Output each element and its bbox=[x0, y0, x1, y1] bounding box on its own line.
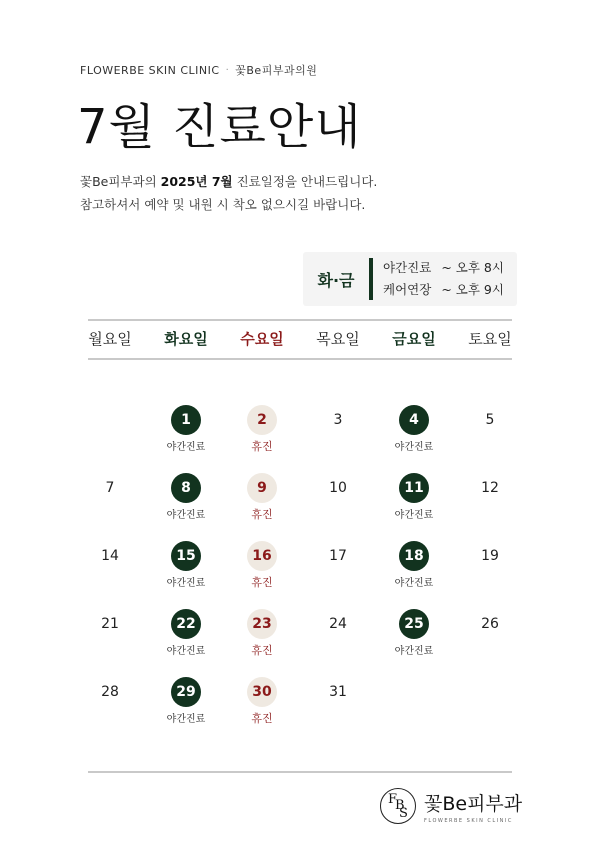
calendar-day-cell bbox=[376, 609, 452, 677]
intro-line-1 bbox=[80, 170, 377, 193]
weekday-mon: 월요일 bbox=[88, 330, 132, 348]
weekday-sat: 토요일 bbox=[468, 330, 512, 348]
hours-row-night bbox=[383, 257, 504, 279]
calendar-day-cell bbox=[376, 405, 452, 473]
day-number: 22 bbox=[171, 609, 201, 639]
night-clinic-note: 야간진료 bbox=[394, 510, 434, 521]
hours-time: ~ 오후 9시 bbox=[441, 282, 504, 297]
day-number: 10 bbox=[329, 480, 347, 496]
intro-text bbox=[80, 170, 377, 216]
weekday-tue: 화요일 bbox=[164, 330, 208, 348]
closed-note: 휴진 bbox=[251, 440, 273, 453]
clinic-header-label bbox=[80, 62, 317, 78]
calendar-day-cell bbox=[300, 541, 376, 609]
night-clinic-note: 야간진료 bbox=[166, 714, 206, 725]
day-number: 31 bbox=[329, 684, 347, 700]
day-number: 4 bbox=[399, 405, 429, 435]
hours-divider-bar bbox=[369, 258, 373, 300]
weekday-thu: 목요일 bbox=[316, 330, 360, 348]
calendar-day-cell bbox=[148, 609, 224, 677]
calendar-day-cell bbox=[452, 677, 528, 745]
day-number: 2 bbox=[247, 405, 277, 435]
night-clinic-note: 야간진료 bbox=[166, 442, 206, 453]
calendar-day-cell bbox=[72, 609, 148, 677]
calendar-day-cell bbox=[452, 473, 528, 541]
calendar-day-cell bbox=[72, 677, 148, 745]
intro-line-1-bold: 2025년 7월 bbox=[160, 174, 233, 189]
day-number: 17 bbox=[329, 548, 347, 564]
hours-label: 케어연장 bbox=[383, 282, 432, 297]
calendar-day-cell bbox=[224, 405, 300, 473]
logo-letter-s: S bbox=[399, 806, 408, 821]
night-clinic-note: 야간진료 bbox=[394, 442, 434, 453]
header-separator: · bbox=[225, 64, 230, 76]
hours-time: ~ 오후 8시 bbox=[441, 260, 504, 275]
calendar-grid bbox=[72, 405, 528, 745]
divider-mid bbox=[88, 358, 512, 360]
day-number: 14 bbox=[101, 548, 119, 564]
night-clinic-note: 야간진료 bbox=[166, 646, 206, 657]
logo-subtitle: FLOWERBE SKIN CLINIC bbox=[424, 817, 513, 824]
closed-note: 휴진 bbox=[251, 576, 273, 589]
calendar-day-cell bbox=[376, 541, 452, 609]
day-number: 28 bbox=[101, 684, 119, 700]
closed-note: 휴진 bbox=[251, 508, 273, 521]
day-number: 3 bbox=[333, 412, 343, 428]
day-number: 1 bbox=[171, 405, 201, 435]
logo-text bbox=[424, 789, 522, 824]
day-number: 11 bbox=[399, 473, 429, 503]
logo-letter-f: F bbox=[388, 792, 398, 807]
night-clinic-note: 야간진료 bbox=[166, 578, 206, 589]
day-number: 18 bbox=[399, 541, 429, 571]
divider-top bbox=[88, 319, 512, 321]
night-clinic-note: 야간진료 bbox=[166, 510, 206, 521]
hours-row-care bbox=[383, 279, 504, 301]
calendar-day-cell bbox=[224, 473, 300, 541]
day-number: 29 bbox=[171, 677, 201, 707]
calendar-day-cell bbox=[224, 677, 300, 745]
calendar-day-cell bbox=[148, 473, 224, 541]
calendar-day-cell bbox=[148, 677, 224, 745]
closed-note: 휴진 bbox=[251, 644, 273, 657]
hours-label: 야간진료 bbox=[383, 260, 432, 275]
calendar-day-cell bbox=[148, 405, 224, 473]
calendar-day-cell bbox=[376, 473, 452, 541]
logo-monogram bbox=[380, 788, 416, 824]
calendar-day-cell bbox=[376, 677, 452, 745]
day-number: 21 bbox=[101, 616, 119, 632]
calendar-day-cell bbox=[224, 609, 300, 677]
clinic-name-ko: 꽃Be피부과의원 bbox=[235, 64, 318, 77]
day-number: 24 bbox=[329, 616, 347, 632]
page-title: 7월 진료안내 bbox=[77, 99, 362, 155]
calendar-day-cell bbox=[224, 541, 300, 609]
day-number: 30 bbox=[247, 677, 277, 707]
weekday-wed: 수요일 bbox=[240, 330, 284, 348]
day-number: 26 bbox=[481, 616, 499, 632]
intro-line-1-post: 진료일정을 안내드립니다. bbox=[232, 174, 378, 189]
calendar-day-cell bbox=[300, 677, 376, 745]
day-number: 8 bbox=[171, 473, 201, 503]
clinic-logo bbox=[380, 788, 522, 824]
divider-bottom bbox=[88, 771, 512, 773]
day-number: 16 bbox=[247, 541, 277, 571]
clinic-name-en: FLOWERBE SKIN CLINIC bbox=[80, 63, 220, 77]
calendar-day-cell bbox=[452, 541, 528, 609]
calendar-day-cell bbox=[72, 541, 148, 609]
logo-name: 꽃Be피부과 bbox=[424, 792, 523, 815]
day-number: 12 bbox=[481, 480, 499, 496]
intro-line-1-pre: 꽃Be피부과의 bbox=[80, 174, 161, 189]
hours-list bbox=[383, 257, 504, 301]
calendar-day-cell bbox=[72, 473, 148, 541]
day-number: 23 bbox=[247, 609, 277, 639]
day-number: 15 bbox=[171, 541, 201, 571]
weekday-fri: 금요일 bbox=[392, 330, 436, 348]
intro-line-2: 참고하셔서 예약 및 내원 시 착오 없으시길 바랍니다. bbox=[80, 197, 366, 212]
calendar-day-cell bbox=[300, 473, 376, 541]
hours-box bbox=[303, 252, 517, 306]
calendar-day-cell bbox=[300, 609, 376, 677]
day-number: 5 bbox=[485, 412, 495, 428]
hours-days: 화·금 bbox=[317, 270, 355, 290]
day-number: 19 bbox=[481, 548, 499, 564]
logo-letter-b: B bbox=[395, 798, 405, 813]
day-number: 7 bbox=[105, 480, 115, 496]
calendar-day-cell bbox=[72, 405, 148, 473]
calendar-day-cell bbox=[452, 405, 528, 473]
night-clinic-note: 야간진료 bbox=[394, 578, 434, 589]
calendar-day-cell bbox=[300, 405, 376, 473]
weekday-header bbox=[72, 328, 528, 349]
closed-note: 휴진 bbox=[251, 712, 273, 725]
calendar-day-cell bbox=[452, 609, 528, 677]
day-number: 9 bbox=[247, 473, 277, 503]
night-clinic-note: 야간진료 bbox=[394, 646, 434, 657]
day-number: 25 bbox=[399, 609, 429, 639]
calendar-day-cell bbox=[148, 541, 224, 609]
